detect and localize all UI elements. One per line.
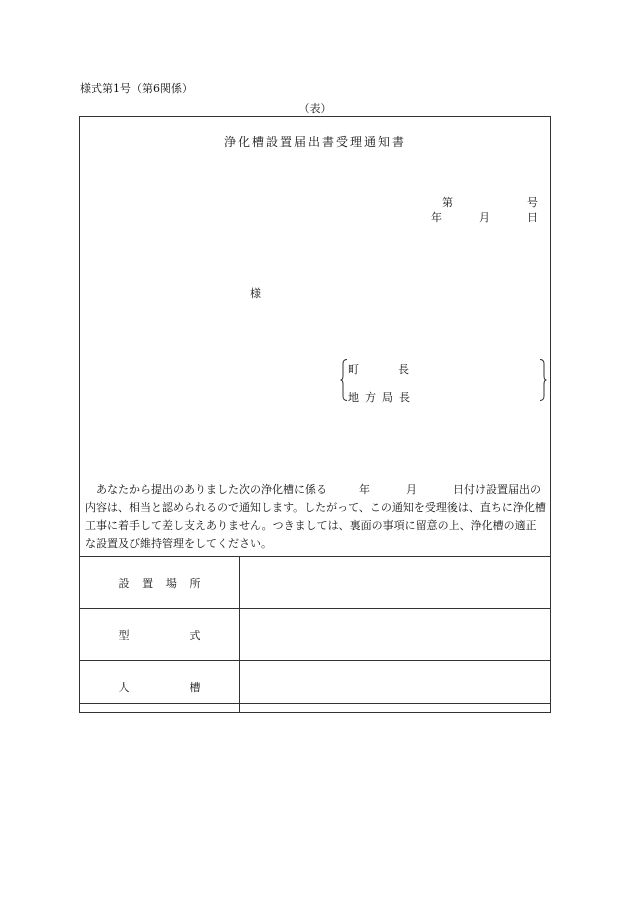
form-number: 様式第1号（第6関係） [80, 82, 193, 95]
issuer-bureau-char-1: 地 [348, 391, 359, 404]
date-year-label: 年 [431, 211, 442, 224]
label-char: 設 [118, 576, 130, 590]
date-day-label: 日 [527, 211, 538, 224]
label-char: 場 [165, 576, 177, 590]
field-value-location[interactable] [240, 557, 551, 609]
label-char: 槽 [189, 680, 201, 694]
number-prefix: 第 [442, 196, 453, 209]
notice-year-label: 年 [359, 483, 370, 496]
label-char: 型 [118, 628, 130, 642]
label-char: 式 [189, 628, 201, 642]
notice-body [85, 481, 547, 553]
issuer-bureau-char-4: 長 [399, 391, 410, 404]
field-value-model[interactable] [240, 609, 551, 661]
document-title: 浄化槽設置届出書受理通知書 [223, 135, 406, 149]
label-char: 置 [142, 576, 154, 590]
notice-text-part1: あなたから提出のありました次の浄化槽に係る [96, 483, 327, 496]
table-row [80, 661, 551, 713]
field-label-location [80, 557, 240, 609]
field-label-capacity [80, 661, 240, 713]
number-suffix: 号 [527, 196, 538, 209]
table-row [80, 609, 551, 661]
table-row [80, 557, 551, 609]
date-month-label: 月 [479, 211, 490, 224]
issuer-town-head-char-2: 長 [398, 363, 409, 376]
field-table [79, 556, 551, 713]
issuer-bureau-char-3: 局 [382, 391, 393, 404]
side-label: （表） [298, 102, 332, 115]
issuer-bureau-char-2: 方 [365, 391, 376, 404]
label-char: 所 [189, 576, 201, 590]
right-brace-icon [539, 359, 547, 401]
field-label-model [80, 609, 240, 661]
field-value-capacity[interactable] [240, 661, 551, 713]
notice-month-label: 月 [406, 483, 417, 496]
notice-sheet [79, 116, 551, 704]
issuer-town-head-char-1: 町 [348, 363, 359, 376]
left-brace-icon [340, 359, 348, 401]
notice-text-part2: 日付け設置届出の内容は、相当と認められるので通知します。したがって、この通知を受理後は、直ちに浄化槽工事に着手して差し支えありません。つきましては、裏面の事項に留意の上、浄化槽の適正な設置及び維持管理をしてください。 [85, 483, 546, 550]
label-char: 人 [118, 680, 130, 694]
addressee-honorific: 様 [250, 287, 261, 300]
